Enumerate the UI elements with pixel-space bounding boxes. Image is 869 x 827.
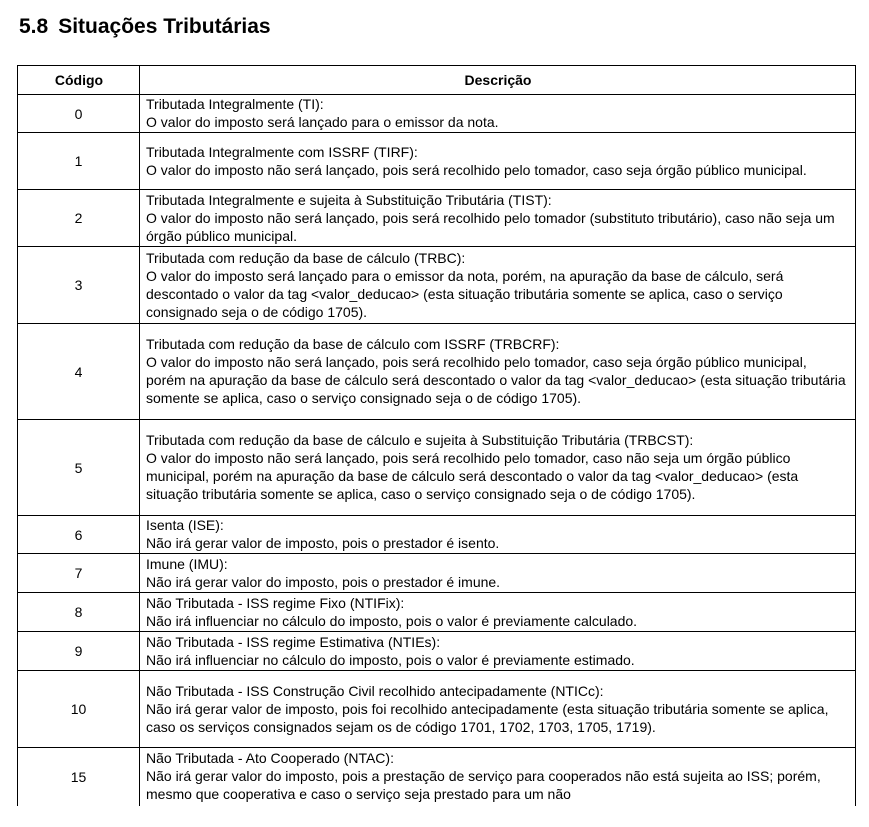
situation-text: O valor do imposto não será lançado, pois será recolhido pelo tomador (substituto tributário), caso não seja um órgão público municipal. <box>146 209 835 244</box>
situation-text: Não irá gerar valor de imposto, pois foi recolhido antecipadamente (esta situação tributária somente se aplica, caso os serviços consignados sejam os de código 1701, 1702, 1703, 1705, 1719). <box>146 700 829 735</box>
situation-text: O valor do imposto será lançado para o emissor da nota. <box>146 114 499 130</box>
situation-title: Tributada com redução da base de cálculo e sujeita à Substituição Tributária (TRBCST): <box>146 432 694 448</box>
code-cell: 4 <box>18 324 140 420</box>
table-row <box>18 324 856 420</box>
table-row <box>18 516 856 554</box>
description-cell <box>140 190 856 247</box>
situation-title: Não Tributada - Ato Cooperado (NTAC): <box>146 750 394 767</box>
description-cell <box>140 748 856 806</box>
description-cell <box>140 593 856 632</box>
description-cell <box>140 133 856 190</box>
code-cell: 0 <box>18 95 140 133</box>
code-cell: 15 <box>18 748 140 806</box>
section-heading <box>19 13 271 41</box>
situation-title: Não Tributada - ISS Construção Civil recolhido antecipadamente (NTICc): <box>146 682 604 699</box>
section-number: 5.8 <box>19 15 49 38</box>
situation-text: O valor do imposto será lançado para o emissor da nota, porém, na apuração da base de cálculo, será descontado o valor da tag <valor_deducao> (esta situação tributária somente se aplica, caso o serviço consignado seja o de código 1705). <box>146 267 784 320</box>
table-row <box>18 593 856 632</box>
table-row <box>18 420 856 516</box>
table-row <box>18 748 856 806</box>
situation-text: Não irá gerar valor de imposto, pois o prestador é isento. <box>146 535 500 551</box>
section-title: Situações Tributárias <box>58 15 271 38</box>
code-cell: 2 <box>18 190 140 247</box>
table-row <box>18 671 856 748</box>
table-row <box>18 632 856 671</box>
situation-text: O valor do imposto não será lançado, pois será recolhido pelo tomador, caso não seja um órgão público municipal, porém na apuração da base de cálculo será descontado o valor da tag <valor_deducao> (esta situação tributária somente se aplica, caso o serviço consignado seja o de código 1705). <box>146 450 799 502</box>
table-header-row <box>18 66 856 95</box>
code-cell: 6 <box>18 516 140 554</box>
description-cell <box>140 324 856 420</box>
description-cell <box>140 554 856 593</box>
table-row <box>18 95 856 133</box>
situation-title: Tributada com redução da base de cálculo com ISSRF (TRBCRF): <box>146 336 560 352</box>
situation-title: Tributada Integralmente com ISSRF (TIRF): <box>146 143 418 160</box>
description-cell <box>140 95 856 133</box>
situation-text: Não irá influenciar no cálculo do imposto, pois o valor é previamente estimado. <box>146 651 635 668</box>
situation-title: Tributada Integralmente e sujeita à Substituição Tributária (TIST): <box>146 191 552 208</box>
column-header-description: Descrição <box>140 66 856 95</box>
code-cell: 9 <box>18 632 140 671</box>
description-cell <box>140 420 856 516</box>
situation-title: Tributada Integralmente (TI): <box>146 96 324 112</box>
situation-text: Não irá gerar valor do imposto, pois o prestador é imune. <box>146 573 501 590</box>
tax-situations-table <box>17 65 856 806</box>
code-cell: 10 <box>18 671 140 748</box>
situation-text: O valor do imposto não será lançado, pois será recolhido pelo tomador, caso seja órgão público municipal. <box>146 161 807 178</box>
description-cell <box>140 632 856 671</box>
table-row <box>18 190 856 247</box>
code-cell: 5 <box>18 420 140 516</box>
description-cell <box>140 671 856 748</box>
situation-text: O valor do imposto não será lançado, pois será recolhido pelo tomador, caso seja órgão público municipal, porém na apuração da base de cálculo será descontado o valor da tag <valor_deducao> (esta situação tributária somente se aplica, caso o serviço consignado seja o de código 1705). <box>146 354 846 406</box>
code-cell: 8 <box>18 593 140 632</box>
code-cell: 3 <box>18 247 140 324</box>
column-header-code: Código <box>18 66 140 95</box>
situation-text: Não irá influenciar no cálculo do imposto, pois o valor é previamente calculado. <box>146 612 638 629</box>
description-cell <box>140 516 856 554</box>
description-cell <box>140 247 856 324</box>
situation-title: Tributada com redução da base de cálculo (TRBC): <box>146 249 466 266</box>
code-cell: 1 <box>18 133 140 190</box>
table-row <box>18 554 856 593</box>
situation-title: Imune (IMU): <box>146 555 228 572</box>
situation-title: Não Tributada - ISS regime Estimativa (NTIEs): <box>146 633 441 650</box>
situation-title: Não Tributada - ISS regime Fixo (NTIFix): <box>146 594 405 611</box>
table-row <box>18 247 856 324</box>
table-row <box>18 133 856 190</box>
code-cell: 7 <box>18 554 140 593</box>
situation-title: Isenta (ISE): <box>146 517 224 533</box>
situation-text: Não irá gerar valor do imposto, pois a prestação de serviço para cooperados não está sujeita ao ISS; porém, mesmo que cooperativa e caso o serviço seja prestado para um não <box>146 768 821 803</box>
